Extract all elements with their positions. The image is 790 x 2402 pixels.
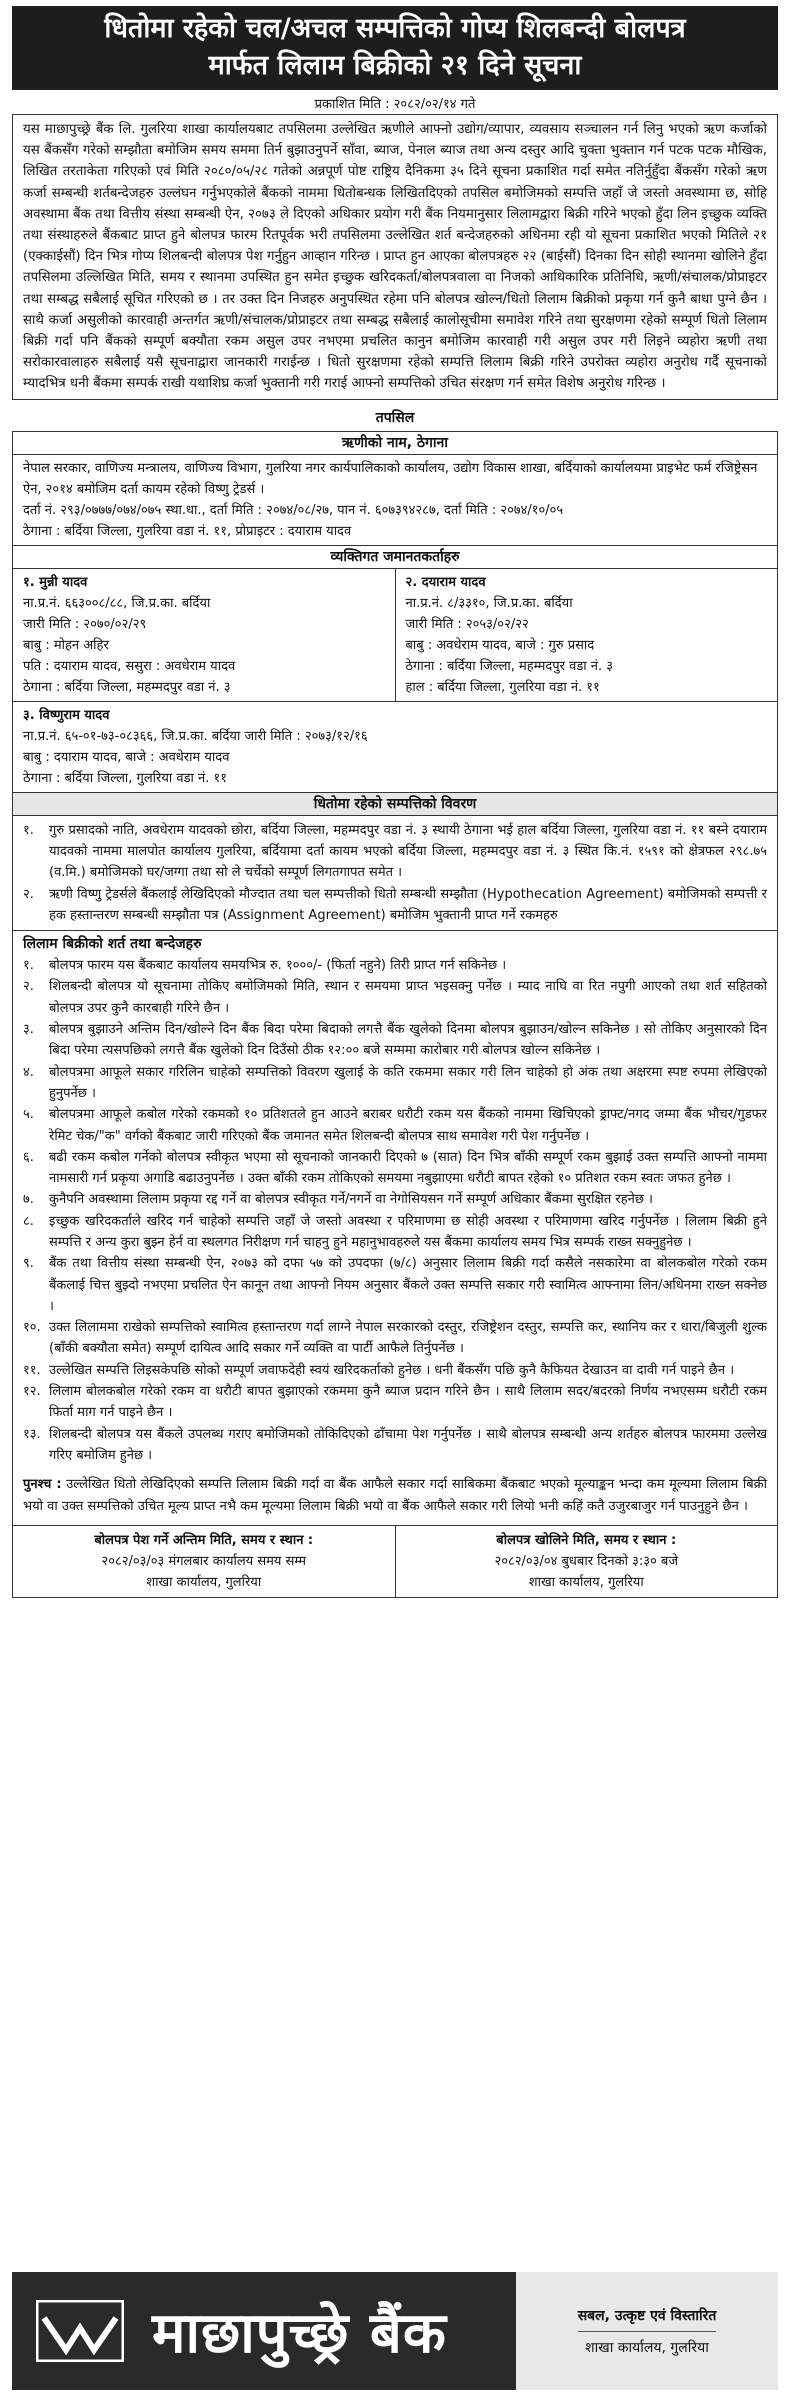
guarantor-line: बाबु : मोहन अहिर	[23, 637, 109, 653]
deadline-where: शाखा कार्यालय, गुलरिया	[528, 1574, 644, 1590]
item-number: ७.	[23, 1192, 34, 1208]
property-list	[13, 816, 777, 931]
list-item	[23, 1104, 767, 1147]
guarantor-name: १. मुन्नी यादव	[23, 574, 88, 590]
deadline-heading: बोलपत्र खोलिने मिति, समय र स्थान :	[496, 1532, 677, 1548]
submission-deadline	[13, 1526, 395, 1597]
deadline-when: २०८२/०३/०४ बुधबार दिनको ३:३० बजे	[494, 1553, 678, 1569]
notice-title-line2: मार्फत लिलाम बिक्रीको २१ दिने सूचना	[208, 50, 582, 81]
fishtail-mountain-logo-icon	[36, 2300, 124, 2362]
guarantor-3	[13, 702, 777, 793]
terms-heading: लिलाम बिक्रीको शर्त तथा बन्देजहरु	[23, 936, 202, 953]
guarantor-line: बाबु : दयाराम यादव, बाजे : अवधेराम यादव	[23, 749, 230, 765]
list-item	[23, 1019, 767, 1062]
item-text: उल्लेखित सम्पत्ति लिइसकेपछि सोको सम्पूर्ण जवाफदेही स्वयं खरिदकर्ताको हुनेछ । धनी बैंकसँग पछि कुनै कैफियत देखाउन वा दावी गर्न पाइने छैन ।	[49, 1362, 735, 1378]
guarantor-line: बाबु : अवधेराम यादव, बाजे : गुरु प्रसाद	[405, 637, 595, 653]
item-text: शिलबन्दी बोलपत्र यो सूचनामा तोकिए बमोजिमको मिति, स्थान र समयमा प्राप्त भइसक्नु पर्नेछ । म्याद नाघि वा रित नपुगी आएको तथा शर्त सहितको बोलपत्र उपर कुनै कारबाही गरिने छैन ।	[49, 979, 767, 1016]
list-item	[23, 1360, 767, 1381]
item-number: ४.	[23, 1064, 34, 1080]
item-text: बोलपत्र फारम यस बैंकबाट कार्यालय समयभित्र रु. १०००/- (फिर्ता नहुने) तिरी प्राप्त गर्न सकिनेछ ।	[49, 958, 507, 974]
notice-title	[12, 6, 778, 90]
published-date: प्रकाशित मिति : २०८२/०२/१४ गते	[314, 97, 476, 112]
item-text: बढी रकम कबोल गर्नेको बोलपत्र स्वीकृत भएमा सो सूचनाको जानकारी दिएको ७ (सात) दिन भित्र बाँकी सम्पूर्ण रकम बुझाई उक्त सम्पत्ति आफ्नो नाममा नामसारी गर्न प्रकृया अगाडि बढाउनुपर्नेछ । उक्त बाँकी रकम तोकिएको समयमा नबुझाएमा धरौटी बापत रहेको १० प्रतिशत रकम स्वतः जफत हुनेछ ।	[49, 1149, 767, 1187]
item-number: १०.	[23, 1320, 41, 1336]
list-item	[23, 820, 767, 884]
item-number: ३.	[23, 1022, 34, 1038]
guarantor-1	[13, 569, 395, 701]
item-text: शिलबन्दी बोलपत्र यस बैंकले उपलब्ध गराए बमोजिमको तोकिदिएको ढाँचामा पेश गर्नुपर्नेछ । साथै बोलपत्र सम्बन्धी अन्य शर्तहरु बोलपत्र फारममा उल्लेख गरिए बमोजिम हुनेछ ।	[49, 1426, 767, 1463]
list-item	[23, 1317, 767, 1360]
list-item	[23, 1381, 767, 1424]
guarantor-name: ३. विष्णुराम यादव	[23, 707, 110, 723]
item-text: गुरु प्रसादको नाति, अवधेराम यादवको छोरा, बर्दिया जिल्ला, महम्मदपुर वडा नं. ३ स्थायी ठेगाना भई हाल बर्दिया जिल्ला, गुलरिया वडा नं. ११ बस्ने दयाराम यादवको नाममा मालपोत कार्यालय गुलरिया, बर्दियामा दर्ता कायम भएको बर्दिया जिल्ला, महम्मदपुर वडा नं. ३ स्थित कि.नं. १५९१ को क्षेत्रफल २९८.७५ (व.मि.) बमोजिमको घर/जग्गा तथा सो ले चर्चेको सम्पूर्ण लिगतगापत समेत ।	[49, 822, 767, 881]
item-number: २.	[23, 979, 34, 995]
property-heading: धितोमा रहेको सम्पत्तिको विवरण	[13, 793, 777, 816]
bank-name: माछापुच्छ्रे बैंक	[152, 2301, 447, 2366]
guarantor-line: ठेगाना : बर्दिया जिल्ला, गुलरिया वडा नं. ११	[23, 770, 228, 786]
guarantor-line: जारी मिति : २०७०/०२/२९	[23, 616, 147, 632]
item-text: बोलपत्रमा आफूले कबोल गरेको रकमको १० प्रतिशतले हुन आउने बराबर धरौटी रकम यस बैंकको नाममा खिचिएको ड्राफ्ट/नगद जम्मा बैंक भौचर/गुडफर रेमिट चेक/"क" वर्गको बैंकबाट जारी गरिएको बैंक जमानत समेत शिलबन्दी बोलपत्र साथ समावेश गरी पेश गर्नुपर्नेछ ।	[49, 1107, 767, 1144]
item-text: बैंक तथा वित्तीय संस्था सम्बन्धी ऐन, २०७३ को दफा ५७ को उपदफा (७/८) अनुसार लिलाम बिक्री गर्दा कसैले नसकारेमा वा बोलकबोल गरेको रकम बैंकलाई चित्त बुझ्दो नभएमा प्रचलित ऐन कानून तथा आफ्नो नियम अनुसार बैंकले उक्त सम्पत्ति सकार गरी स्वामित्व आफ्नामा लिन/अधिनमा राख्न सक्नेछ ।	[49, 1256, 767, 1314]
borrower-line: दर्ता नं. २९३/०७७७/०७४/०७५ स्था.धा., दर्ता मिति : २०७४/०८/२७, पान नं. ६०७३९४२८७, दर्ता मिति : २०७४/१०/०५	[23, 502, 564, 518]
guarantor-line: जारी मिति : २०५३/०२/२२	[405, 616, 529, 632]
guarantors-heading: व्यक्तिगत जमानतकर्ताहरु	[13, 546, 777, 569]
list-item	[23, 1147, 767, 1190]
postscript-text: उल्लेखित धितो लेखिदिएको सम्पत्ति लिलाम बिक्री गर्दा वा बैंक आफैले सकार गर्दा साबिकमा बैंकबाट भएको मूल्याङ्कन भन्दा कम मूल्यमा लिलाम बिक्री भयो वा उक्त सम्पत्तिको उचित मूल्य प्राप्त नभै कम मूल्यमा लिलाम बिक्री भयो वा बैंक आफैले सकार गरी लियो भनी कहिं कतै उजुरबाजुर गर्न पाउनुहुने छैन ।	[23, 1477, 767, 1514]
item-text: लिलाम बोलकबोल गरेको रकम वा धरौटी बापत बुझाएको रकममा कुनै ब्याज प्रदान गरिने छैन । साथै लिलाम सदर/बदरको निर्णय नभएसम्म धरौटी रकम फिर्ता माग गर्न पाइने छैन ।	[49, 1384, 767, 1421]
item-number: ९.	[23, 1256, 34, 1272]
item-number: ६.	[23, 1149, 34, 1165]
list-item	[23, 955, 767, 976]
item-number: १२.	[23, 1384, 41, 1400]
guarantor-line: ठेगाना : बर्दिया जिल्ला, महम्मदपुर वडा नं. ३	[405, 658, 614, 674]
terms-list	[13, 955, 777, 1470]
list-item	[23, 1062, 767, 1105]
item-text: उक्त लिलाममा राखेको सम्पत्तिको स्वामित्व हस्तान्तरण गर्दा लाग्ने नेपाल सरकारको दस्तुर, रजिष्ट्रेशन दस्तुर, सम्पत्ति कर, स्थानिय कर र धारा/बिजुली शुल्क (बाँकी बक्यौता समेत) सम्पूर्ण दायित्व आदि सकार गर्ने व्यक्ति वा पार्टी आफैले तिर्नुपर्नेछ ।	[49, 1320, 767, 1357]
borrower-line: ठेगाना : बर्दिया जिल्ला, गुलरिया वडा नं. ११, प्रोप्राइटर : दयाराम यादव	[23, 523, 352, 539]
borrower-heading: ऋणीको नाम, ठेगाना	[13, 432, 777, 455]
list-item	[23, 976, 767, 1019]
notice-title-line1: धितोमा रहेको चल/अचल सम्पत्तिको गोप्य शिलबन्दी बोलपत्र	[104, 13, 686, 44]
item-number: २.	[23, 886, 34, 902]
guarantor-2	[395, 569, 778, 701]
deadlines-row	[13, 1525, 777, 1597]
intro-paragraph: यस माछापुच्छ्रे बैंक लि. गुलरिया शाखा कार्यालयबाट तपसिलमा उल्लेखित ऋणीले आफ्नो उद्योग/व्यापार, व्यवसाय सञ्चालन गर्न लिनु भएको ऋण कर्जाको यस बैंकसँग गरेको सम्झौता बमोजिम समय सममा तिर्न बुझाउनुपर्ने साँवा, ब्याज, पेनाल ब्याज तथा अन्य दस्तुर आदि चुक्ता भुक्तान गर्न पटक पटक मौखिक, लिखित तरताकेता गरिएको एवं मिति २०८०/०५/२८ गतेको अन्नपूर्ण पोष्ट राष्ट्रिय दैनिकमा ३५ दिने सूचना प्रकाशित गर्दा समेत नतिर्नुहुँदा बैंकसँग गरेको ऋण कर्जा सम्बन्धी शर्तबन्देजहरु उल्लंघन गर्नुभएकोले बैंकको नाममा धितोबन्धक लिखितदिएको तपसिल बमोजिमको सम्पत्ति जहाँ जे जस्तो अवस्थामा छ, सोहि अवस्थामा बैंक तथा वित्तीय संस्था सम्बन्धी ऐन, २०७३ ले दिएको अधिकार प्रयोग गरी बैंक नियमानुसार लिलामद्वारा बिक्री गरिने भएको हुँदा लिन इच्छुक व्यक्ति तथा संस्थाहरुले बैंकबाट प्राप्त हुने बोलपत्र फारम रितपूर्वक भरी तपसिलमा उल्लेखित शर्त बन्देजहरुको अधिनमा रही यो सूचना प्रकाशित भएको मितिले २१ (एक्काईसौं) दिन भित्र गोप्य शिलबन्दी बोलपत्र पेश गर्नुहुन आव्हान गरिन्छ । प्राप्त हुन आएका बोलपत्रहरु २२ (बाईसौं) दिनका दिन सोही स्थानमा खोलिने हुँदा तपसिलमा उल्लिखित मिति, समय र स्थानमा उपस्थित हुन समेत इच्छुक खरिदकर्ता/बोलपत्रवाला वा निजको आधिकारिक प्रतिनिधि, ऋणी/संचालक/प्रोप्राइटर तथा सम्बद्ध सबैलाई सूचित गरिएको छ । तर उक्त दिन निजहरु अनुपस्थित रहेमा पनि बोलपत्र खोल्न/धितो लिलाम बिक्रीको प्रकृया गर्न कुनै बाधा पुग्ने छैन । साथै कर्जा असुलीको कारवाही अन्तर्गत ऋणी/संचालक/प्रोप्राइटर तथा सम्बद्ध सबैलाई कालोसूचीमा समावेश गरिने तथा सुरक्षणमा रहेको सम्पूर्ण धितो लिलाम बिक्री गर्दा पनि बैंकको सम्पूर्ण बक्यौता रकम असुल उपर नभएमा प्रचलित कानुन बमोजिम कारवाही गरी असुल उपर गरी लिइने व्यहोरा ऋणी तथा सरोकारवालाहरु सबैलाई यसै सूचनाद्वारा जानकारी गराईन्छ । धितो सुरक्षणमा रहेको सम्पत्ति लिलाम बिक्री गरिने उपरोक्त व्यहोरा अनुरोध गर्दै सूचनाको म्यादभित्र धनी बैंकमा सम्पर्क राखी यथाशिघ्र कर्जा भुक्तानी गरी गराई आफ्नो सम्पत्तिको उचित संरक्षण गर्न समेत विशेष अनुरोध गरिन्छ ।	[12, 114, 778, 400]
details-box	[12, 431, 778, 1598]
deadline-where: शाखा कार्यालय, गुलरिया	[146, 1574, 262, 1590]
tapsil-heading: तपसिल	[375, 409, 415, 426]
item-number: ११.	[23, 1362, 41, 1378]
guarantor-line: पति : दयाराम यादव, ससुरा : अवधेराम यादव	[23, 658, 236, 674]
item-number: ५.	[23, 1107, 34, 1123]
item-text: ऋणी विष्णु ट्रेडर्सले बैंकलाई लेखिदिएको मौज्दात तथा चल सम्पत्तीको धितो सम्बन्धी सम्झौता (Hypothecation Agreement) बमोजिमको सम्पत्ती र हक हस्तान्तरण सम्बन्धी सम्झौता पत्र (Assignment Agreement) बमोजिम भुक्तानी प्राप्त गर्ने रकमहरु	[49, 886, 767, 923]
borrower-details	[13, 455, 777, 546]
footer-tagline-box	[516, 2272, 778, 2390]
branch-name: शाखा कार्यालय, गुलरिया	[585, 2339, 709, 2356]
item-number: १३.	[23, 1426, 41, 1442]
postscript-label: पुनश्च :	[23, 1477, 62, 1493]
list-item	[23, 1211, 767, 1254]
guarantors-row	[13, 569, 777, 702]
item-text: इच्छुक खरिदकर्ताले खरिद गर्न चाहेको सम्पत्ति जहाँ जे जस्तो अवस्था र परिमाणमा छ सोही अवस्था र परिमाणमा खरिद गर्नुपर्नेछ । लिलाम बिक्री हुने सम्पत्ति र अन्य कुरा बुझ्न हेर्न वा स्थलगत निरीक्षण गर्न चाहनु हुने महानुभावहरुले यस बैंकमा कार्यालय समय भित्र सम्पर्क राख्न सक्नुहुनेछ ।	[49, 1213, 767, 1250]
deadline-when: २०८२/०३/०३ मंगलबार कार्यालय समय सम्म	[101, 1553, 307, 1569]
item-text: कुनैपनि अवस्थामा लिलाम प्रकृया रद्द गर्ने वा बोलपत्र स्वीकृत गर्ने/नगर्ने वा नेगोसियसन गर्ने सम्पूर्ण अधिकार बैंकमा सुरक्षित रहनेछ ।	[49, 1192, 653, 1208]
item-number: १.	[23, 958, 34, 974]
footer-brand	[12, 2272, 516, 2390]
guarantor-name: २. दयाराम यादव	[405, 574, 486, 590]
item-text: बोलपत्र बुझाउने अन्तिम दिन/खोल्ने दिन बैंक बिदा परेमा बिदाको लगत्तै बैंक खुलेको दिनमा बोलपत्र बुझाउन/खोल्न सकिनेछ । सो तोकिए अनुसारको दिन बिदा परेमा त्यसपछिको लगत्तै बैंक खुलेको दिन दिउँसो ठीक १२:०० बजे सम्ममा कारोबार गरी बोलपत्र खोल्न सकिनेछ ।	[49, 1022, 767, 1059]
postscript	[13, 1470, 777, 1525]
bank-tagline: सबल, उत्कृष्ट एवं विस्तारित	[578, 2306, 717, 2332]
list-item	[23, 1253, 767, 1317]
borrower-line: नेपाल सरकार, वाणिज्य मन्त्रालय, वाणिज्य विभाग, गुलरिया नगर कार्यपालिकाको कार्यालय, उद्योग विकास शाखा, बर्दियाको कार्यालयमा प्राइभेट फर्म रजिष्ट्रेसन ऐन, २०१४ बमोजिम दर्ता कायम रहेको विष्णु ट्रेडर्स ।	[23, 460, 758, 497]
item-number: १.	[23, 822, 34, 838]
list-item	[23, 1424, 767, 1467]
guarantor-line: ना.प्र.नं. ६५-०१-७३-०८३६६, जि.प्र.का. बर्दिया जारी मिति : २०७३/१२/१६	[23, 728, 368, 744]
guarantor-line: ना.प्र.नं. ८/३३१०, जि.प्र.का. बर्दिया	[405, 595, 573, 611]
list-item	[23, 884, 767, 927]
item-number: ८.	[23, 1213, 34, 1229]
guarantor-line: ठेगाना : बर्दिया जिल्ला, महम्मदपुर वडा नं. ३	[23, 679, 231, 695]
deadline-heading: बोलपत्र पेश गर्ने अन्तिम मिति, समय र स्थान :	[94, 1532, 314, 1548]
item-text: बोलपत्रमा आफूले सकार गरिलिन चाहेको सम्पत्तिको विवरण खुलाई के कति रकममा सकार गरी लिन चाहेको हो अंक तथा अक्षरमा स्पष्ट रुपमा लेखिएको हुनुपर्नेछ ।	[49, 1064, 767, 1101]
guarantor-line: हाल : बर्दिया जिल्ला, गुलरिया वडा नं. ११	[405, 679, 600, 695]
opening-deadline	[395, 1526, 778, 1597]
bank-footer	[12, 2272, 778, 2390]
guarantor-line: ना.प्र.नं. ६६३००८/८८, जि.प्र.का. बर्दिया	[23, 595, 211, 611]
list-item	[23, 1189, 767, 1210]
